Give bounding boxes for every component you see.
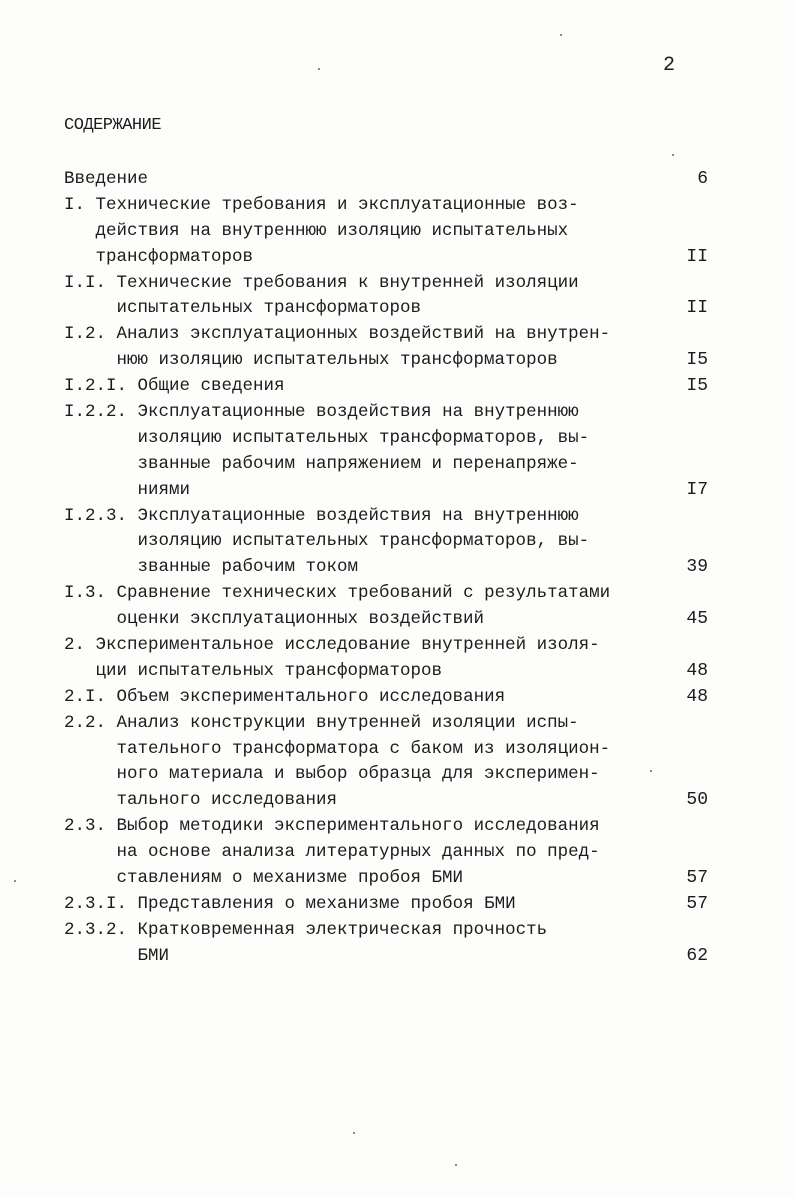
toc-entry-number: I. — [64, 194, 96, 215]
toc-entry-first-line — [64, 918, 714, 944]
toc-entry-title-continuation: действия на внутреннюю изоляцию испытательных — [95, 220, 569, 241]
toc-entry-page-number: I5 — [686, 376, 708, 397]
toc-entry-title-continuation: трансформаторов — [95, 246, 254, 267]
toc-entry-page-number: 48 — [686, 660, 708, 681]
toc-entry-title: Сравнение технических требований с результатами — [116, 583, 611, 604]
toc-entry-number: 2.3.I. — [64, 893, 138, 914]
toc-entry-title-continuation: ного материала и выбор образца для эксперимен- — [116, 764, 600, 785]
toc-entry-title: Кратковременная электрическая прочность — [137, 919, 548, 940]
table-of-contents — [64, 167, 714, 970]
toc-entry — [64, 685, 714, 711]
toc-entry — [64, 633, 714, 685]
toc-entry-page-number: 45 — [686, 609, 708, 630]
toc-entry-first-line — [64, 711, 714, 737]
toc-entry-first-line — [64, 581, 714, 607]
toc-entry-number: 2.3.2. — [64, 919, 138, 940]
toc-entry-title: Эксплуатационные воздействия на внутреннюю — [137, 505, 579, 526]
toc-entry-number: I.3. — [64, 583, 117, 604]
toc-entry-page-number: II — [686, 246, 708, 267]
toc-entry-title-continuation: званные рабочим током — [137, 557, 359, 578]
toc-entry-title: Введение — [64, 169, 149, 189]
toc-entry-title-continuation: изоляцию испытательных трансформаторов, вы- — [137, 427, 590, 448]
toc-entry — [64, 193, 714, 271]
toc-entry-page-number: 57 — [686, 868, 708, 889]
toc-entry-title: Общие сведения — [137, 376, 285, 397]
toc-entry-first-line — [64, 167, 714, 193]
toc-entry-number: 2.3. — [64, 816, 117, 837]
toc-entry-title-continuation: БМИ — [137, 945, 170, 966]
toc-entry — [64, 814, 714, 892]
toc-entry-title: Анализ эксплуатационных воздействий на внутрен- — [116, 324, 611, 345]
toc-entry-page-number: 39 — [686, 557, 708, 578]
toc-entry-number: 2.2. — [64, 712, 117, 733]
toc-entry — [64, 322, 714, 374]
toc-entry — [64, 918, 714, 970]
toc-entry-first-line — [64, 193, 714, 219]
toc-entry — [64, 374, 714, 400]
toc-heading: СОДЕРЖАНИЕ — [64, 116, 162, 135]
toc-entry-page-number: I7 — [686, 479, 708, 500]
toc-entry — [64, 400, 714, 504]
toc-entry-page-number: 57 — [686, 893, 708, 914]
toc-entry-title-continuation: ции испытательных трансформаторов — [95, 660, 443, 681]
toc-entry-page-number: 62 — [686, 945, 708, 966]
toc-entry-title-continuation: тательного трансформатора с баком из изоляцион- — [116, 738, 611, 759]
toc-entry-first-line — [64, 271, 714, 297]
toc-entry-number: 2.I. — [64, 686, 117, 707]
toc-entry-title-continuation: изоляцию испытательных трансформаторов, вы- — [137, 531, 590, 552]
toc-entry-page-number: I5 — [686, 350, 708, 371]
toc-entry-first-line — [64, 504, 714, 530]
toc-entry-title-continuation: на основе анализа литературных данных по пред- — [116, 842, 600, 863]
toc-entry-page-number: 6 — [697, 168, 708, 189]
page-number: 2 — [663, 54, 676, 77]
toc-entry-number: I.2.2. — [64, 402, 138, 423]
toc-entry-title-continuation: нюю изоляцию испытательных трансформаторов — [116, 350, 558, 371]
toc-entry-first-line — [64, 892, 714, 918]
toc-entry-title-continuation: тального исследования — [116, 790, 338, 811]
toc-entry-page-number: 50 — [686, 790, 708, 811]
toc-entry-first-line — [64, 322, 714, 348]
toc-entry-first-line — [64, 814, 714, 840]
toc-entry-title: Технические требования и эксплуатационные воз- — [95, 194, 579, 215]
toc-entry — [64, 167, 714, 193]
toc-entry-number: 2. — [64, 635, 96, 656]
toc-entry-page-number: 48 — [686, 686, 708, 707]
toc-entry-page-number: II — [686, 298, 708, 319]
toc-entry-title-continuation: званные рабочим напряжением и перенапряже- — [137, 453, 579, 474]
toc-entry-title-continuation: испытательных трансформаторов — [116, 298, 422, 319]
toc-entry-title: Анализ конструкции внутренней изоляции испы- — [116, 712, 579, 733]
toc-entry — [64, 504, 714, 582]
toc-entry-number: I.2.I. — [64, 376, 138, 397]
toc-entry-number: I.2.3. — [64, 505, 138, 526]
toc-entry — [64, 271, 714, 323]
toc-entry-title-continuation: ниями — [137, 479, 191, 500]
toc-entry-number: I.2. — [64, 324, 117, 345]
toc-entry-title: Экспериментальное исследование внутренней изоля- — [95, 635, 600, 656]
toc-entry-first-line — [64, 400, 714, 426]
toc-entry-title: Выбор методики экспериментального исследования — [116, 816, 600, 837]
toc-entry-title: Эксплуатационные воздействия на внутреннюю — [137, 402, 579, 423]
toc-entry-title-continuation: ставлениям о механизме пробоя БМИ — [116, 868, 464, 889]
toc-entry — [64, 581, 714, 633]
toc-entry-first-line — [64, 633, 714, 659]
toc-entry-number: I.I. — [64, 272, 117, 293]
toc-entry — [64, 711, 714, 815]
toc-entry-title: Технические требования к внутренней изоляции — [116, 272, 579, 293]
toc-entry-title-continuation: оценки эксплуатационных воздействий — [116, 609, 485, 630]
toc-entry-title: Объем экспериментального исследования — [116, 686, 506, 707]
toc-entry-first-line — [64, 685, 714, 711]
toc-entry-first-line — [64, 374, 714, 400]
toc-entry-title: Представления о механизме пробоя БМИ — [137, 893, 516, 914]
toc-entry — [64, 892, 714, 918]
